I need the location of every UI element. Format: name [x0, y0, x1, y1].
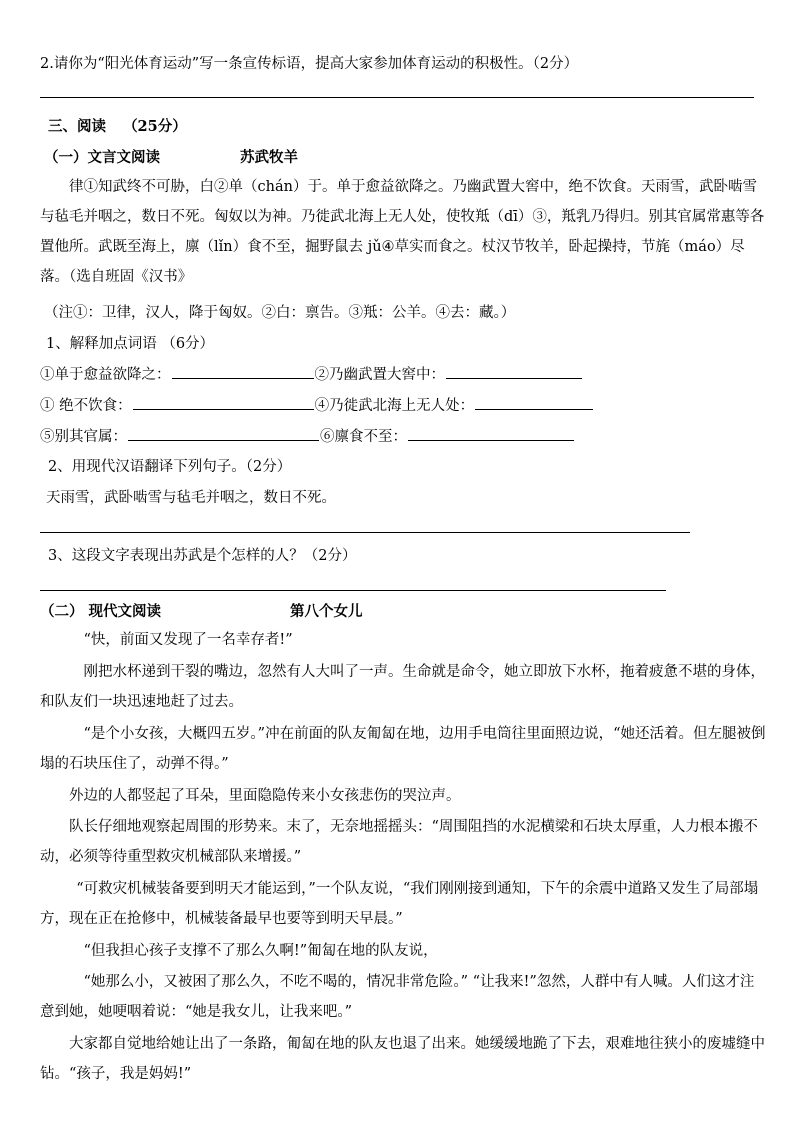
- fill-item-5: ⑤别其官属：: [40, 429, 127, 445]
- story-paragraph: “她那么小，又被困了那么久，不吃不喝的，情况非常危险。” “让我来!”忽然，人群中有人喊。人们这才注意到她，她哽咽着说：“她是我女儿，让我来吧。”: [40, 974, 755, 1020]
- story-paragraph: “但我担心孩子支撑不了那么久啊!”匍匐在地的队友说，: [83, 943, 438, 959]
- fill-row-2: [40, 394, 594, 415]
- section-title: 三、阅读: [48, 118, 106, 135]
- translate-sentence: 天雨雪，武卧啮雪与毡毛并咽之，数日不死。: [46, 490, 336, 506]
- part1-heading: （一）文言文阅读: [44, 149, 160, 166]
- question-1: 1、解释加点词语 （6分）: [46, 336, 215, 352]
- fill-row-3: [40, 425, 575, 446]
- blank-4[interactable]: [475, 397, 593, 410]
- part2-title: 第八个女儿: [290, 603, 363, 620]
- story-paragraph: 外边的人都竖起了耳朵，里面隐隐传来小女孩悲伤的哭泣声。: [69, 788, 461, 804]
- story-paragraph: 大家都自觉地给她让出了一条路，匍匐在地的队友也退了出来。她缓缓地跪了下去，艰难地往狭小的废墟缝中钻。“孩子，我是妈妈!”: [40, 1036, 765, 1082]
- story-paragraph: “是个小女孩，大概四五岁。”冲在前面的队友匍匐在地，边用手电筒往里面照边说，“她还活着。但左腿被倒塌的石块压住了，动弹不得。”: [40, 726, 766, 772]
- answer-line: [40, 532, 690, 533]
- question-2: 2、用现代汉语翻译下列句子。（2分）: [48, 459, 292, 475]
- classical-passage: 律①知武终不可胁，白②单（chán）于。单于愈益欲降之。乃幽武置大窖中，绝不饮食。天雨雪，武卧啮雪与毡毛并咽之，数日不死。匈奴以为神。乃徙武北海上无人处，使牧羝（dī）③，羝乳乃得归。别其官属常惠等各置他所。武既至海上，廪（lǐn）食不至，掘野鼠去 jǔ④草实而食之。杖汉节牧羊，卧起操持，节旄（máo）尽落。（选自班固《汉书》: [40, 179, 765, 285]
- story-paragraph: “快，前面又发现了一名幸存者!”: [83, 632, 293, 648]
- fill-item-6: ⑥廪食不至：: [320, 429, 407, 445]
- blank-6[interactable]: [408, 428, 574, 441]
- fill-item-3: ① 绝不饮食：: [40, 398, 132, 414]
- story-paragraph: 队长仔细地观察起周围的形势来。末了，无奈地摇摇头：“周围阻挡的水泥横梁和石块太厚重，人力根本搬不动，必须等待重型救灾机械部队来增援。”: [40, 819, 758, 865]
- question-3: 3、这段文字表现出苏武是个怎样的人？（2分）: [48, 548, 357, 564]
- blank-5[interactable]: [128, 428, 319, 441]
- blank-3[interactable]: [133, 397, 314, 410]
- blank-1[interactable]: [172, 366, 314, 379]
- fill-item-2: ②乃幽武置大窖中：: [314, 367, 445, 383]
- part2-heading: （二） 现代文阅读: [40, 603, 162, 620]
- story-paragraph: “可救灾机械装备要到明天才能运到，”一个队友说，“我们刚刚接到通知，下午的余震中道路又发生了局部塌方，现在正在抢修中，机械装备最早也要等到明天早晨。”: [40, 881, 759, 927]
- story-paragraph: 刚把水杯递到干裂的嘴边，忽然有人大叫了一声。生命就是命令，她立即放下水杯，拖着疲惫不堪的身体，和队友们一块迅速地赶了过去。: [40, 664, 765, 710]
- fill-item-4: ④乃徙武北海上无人处：: [314, 398, 475, 414]
- part1-title: 苏武牧羊: [240, 149, 298, 166]
- section-score: （25分）: [123, 118, 187, 135]
- answer-line: [40, 590, 666, 591]
- question-2-prompt: 2.请你为“阳光体育运动”写一条宣传标语，提高大家参加体育运动的积极性。（2分）: [40, 56, 579, 72]
- blank-2[interactable]: [446, 366, 582, 379]
- fill-row-1: [40, 363, 583, 384]
- section-heading: [48, 115, 187, 136]
- fill-item-1: ①单于愈益欲降之：: [40, 367, 171, 383]
- notes: （注①：卫律，汉人，降于匈奴。②白：禀告。③羝：公羊。④去：藏。）: [44, 305, 516, 321]
- answer-line: [40, 97, 754, 98]
